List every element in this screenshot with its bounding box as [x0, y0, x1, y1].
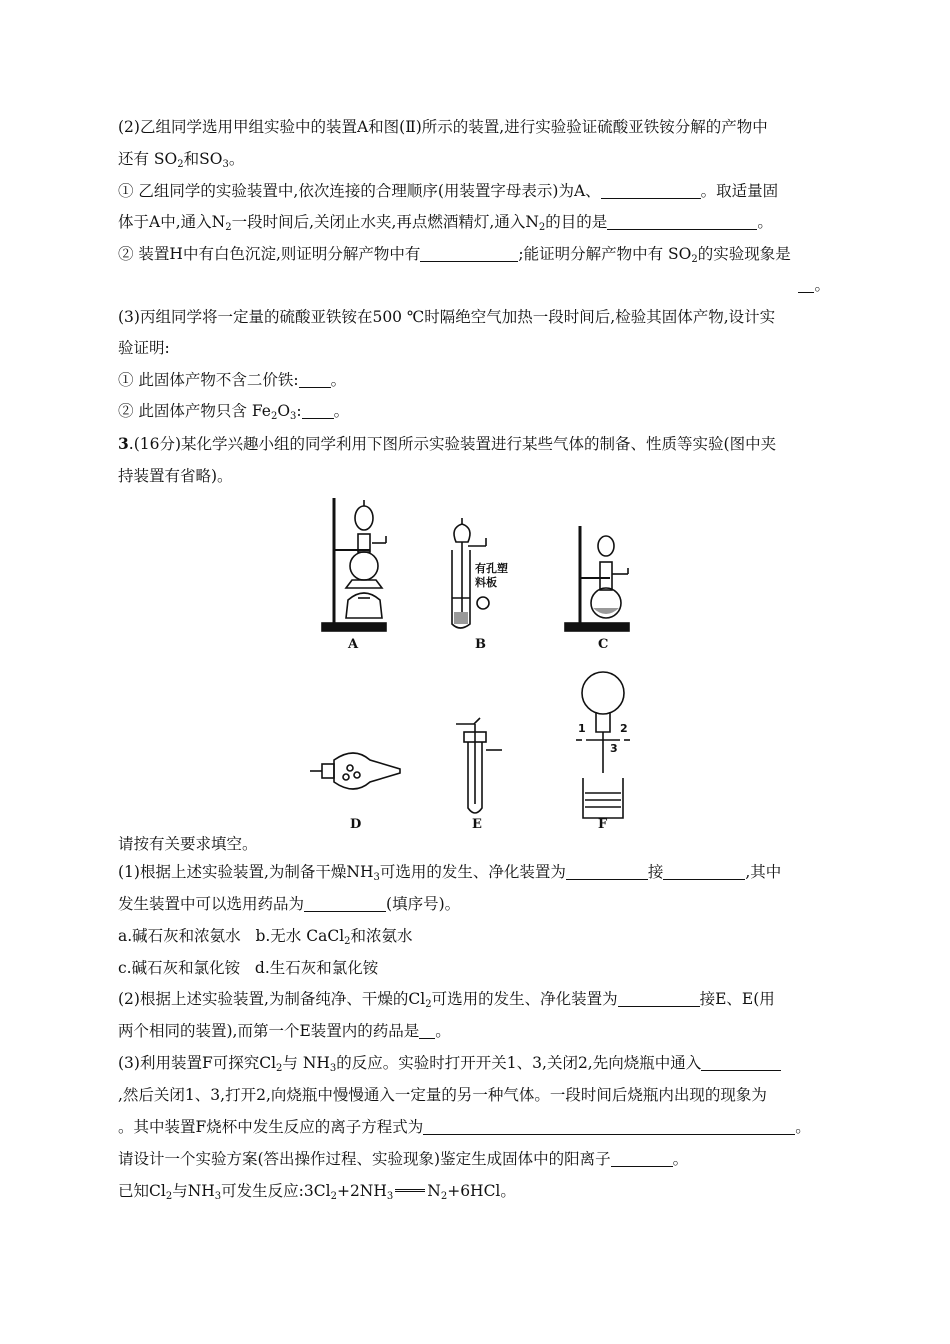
label-b: B [475, 637, 486, 652]
answer-blank[interactable] [420, 245, 518, 262]
q2-part2-line2: 还有 $SO_2$和$SO_3$。 [118, 150, 245, 170]
q2-part3-sub2: ② 此固体产物只含 $Fe_2O_3$: 。 [118, 402, 350, 422]
equation-sign [395, 1189, 425, 1192]
answer-blank[interactable] [423, 1118, 795, 1135]
q3-part3-line2: ,然后关闭1、3,打开2,向烧瓶中慢慢通入一定量的另一种气体。一段时间后烧瓶内出现的现象为 [118, 1086, 767, 1104]
apparatus-b [452, 518, 508, 652]
apparatus-a [322, 498, 386, 652]
answer-blank[interactable] [304, 895, 386, 912]
q3-intro: 请按有关要求填空。 [118, 835, 258, 853]
apparatus-figure [300, 488, 660, 838]
q3-line1: 3.(16分)某化学兴趣小组的同学利用下图所示实验装置进行某些气体的制备、性质等实验(图中夹 [118, 434, 777, 453]
answer-blank[interactable] [419, 1022, 435, 1039]
q3-part3-line3: 。其中装置F烧杯中发生反应的离子方程式为 。 [118, 1118, 811, 1136]
answer-blank[interactable] [601, 182, 701, 199]
q3-part1-line2: 发生装置中可以选用药品为 (填序号)。 [118, 895, 461, 913]
switch-3-label: 3 [610, 742, 618, 755]
q3-part1-line1: (1)根据上述实验装置,为制备干燥$NH_3$可选用的发生、净化装置为 接 ,其中 [118, 863, 782, 883]
switch-2-label: 2 [620, 722, 628, 735]
answer-blank[interactable] [701, 1054, 781, 1071]
label-c: C [598, 637, 609, 652]
answer-blank[interactable] [611, 1150, 673, 1167]
switch-1-label: 1 [578, 722, 586, 735]
label-a: A [348, 637, 359, 652]
answer-blank[interactable] [618, 990, 700, 1007]
q3-line2: 持装置有省略)。 [118, 467, 233, 485]
q2-part2-sub2-line2: 。 [798, 275, 830, 295]
q3-options-ab: a.碱石灰和浓氨水 b.无水 CaCl$_2$和浓氨水 [118, 927, 413, 947]
q3-part3-line1: (3)利用装置F可探究$Cl_2$与 $NH_3$的反应。实验时打开开关1、3,关闭2,先向烧瓶中通入 [118, 1053, 781, 1073]
q2-part2-sub2-line1: ② 装置H中有白色沉淀,则证明分解产物中有 ;能证明分解产物中有 $SO_2$的实验现象是 [118, 245, 791, 265]
label-f: F [598, 817, 608, 832]
q3-part2-line2: 两个相同的装置),而第一个E装置内的药品是 。 [118, 1022, 451, 1040]
q3-part3-line5: 已知$Cl_2$与$NH_3$可发生反应$:3Cl_2+2NH_3$ $N_2+6HCl$。 [118, 1182, 516, 1202]
answer-blank[interactable] [798, 276, 814, 293]
q3-part2-line1: (2)根据上述实验装置,为制备纯净、干燥的$Cl_2$可选用的发生、净化装置为 接E、E(用 [118, 990, 775, 1010]
answer-blank[interactable] [299, 371, 331, 388]
q3-part3-line4: 请设计一个实验方案(答出操作过程、实验现象)鉴定生成固体中的阳离子 。 [118, 1150, 689, 1168]
q3-options-cd: c.碱石灰和氯化铵 d.生石灰和氯化铵 [118, 959, 379, 977]
q2-part2-line1: (2)乙组同学选用甲组实验中的装置A和图(Ⅱ)所示的装置,进行实验验证硫酸亚铁铵分解的产物中 [118, 118, 768, 136]
apparatus-c [565, 526, 629, 652]
porous-plate-note-2: 料板 [475, 576, 497, 589]
q2-part2-sub1-line1: ① 乙组同学的实验装置中,依次连接的合理顺序(用装置字母表示)为A、 。取适量固 [118, 182, 779, 200]
porous-plate-note-1: 有孔塑 [475, 562, 508, 575]
answer-blank[interactable] [566, 863, 648, 880]
apparatus-e [456, 718, 502, 832]
q2-part3-line2: 验证明: [118, 339, 170, 357]
q2-part2-sub1-line2: 体于A中,通入$N_2$一段时间后,关闭止水夹,再点燃酒精灯,通入$N_2$的目的是 。 [118, 213, 773, 233]
label-e: E [472, 817, 482, 832]
answer-blank[interactable] [607, 213, 757, 230]
label-d: D [350, 817, 362, 832]
apparatus-d [310, 753, 400, 832]
apparatus-f [576, 672, 630, 832]
q2-part3-line1: (3)丙组同学将一定量的硫酸亚铁铵在500 ℃时隔绝空气加热一段时间后,检验其固体产物,设计实 [118, 308, 776, 326]
answer-blank[interactable] [663, 863, 745, 880]
q2-part3-sub1: ① 此固体产物不含二价铁: 。 [118, 371, 347, 389]
answer-blank[interactable] [302, 402, 334, 419]
